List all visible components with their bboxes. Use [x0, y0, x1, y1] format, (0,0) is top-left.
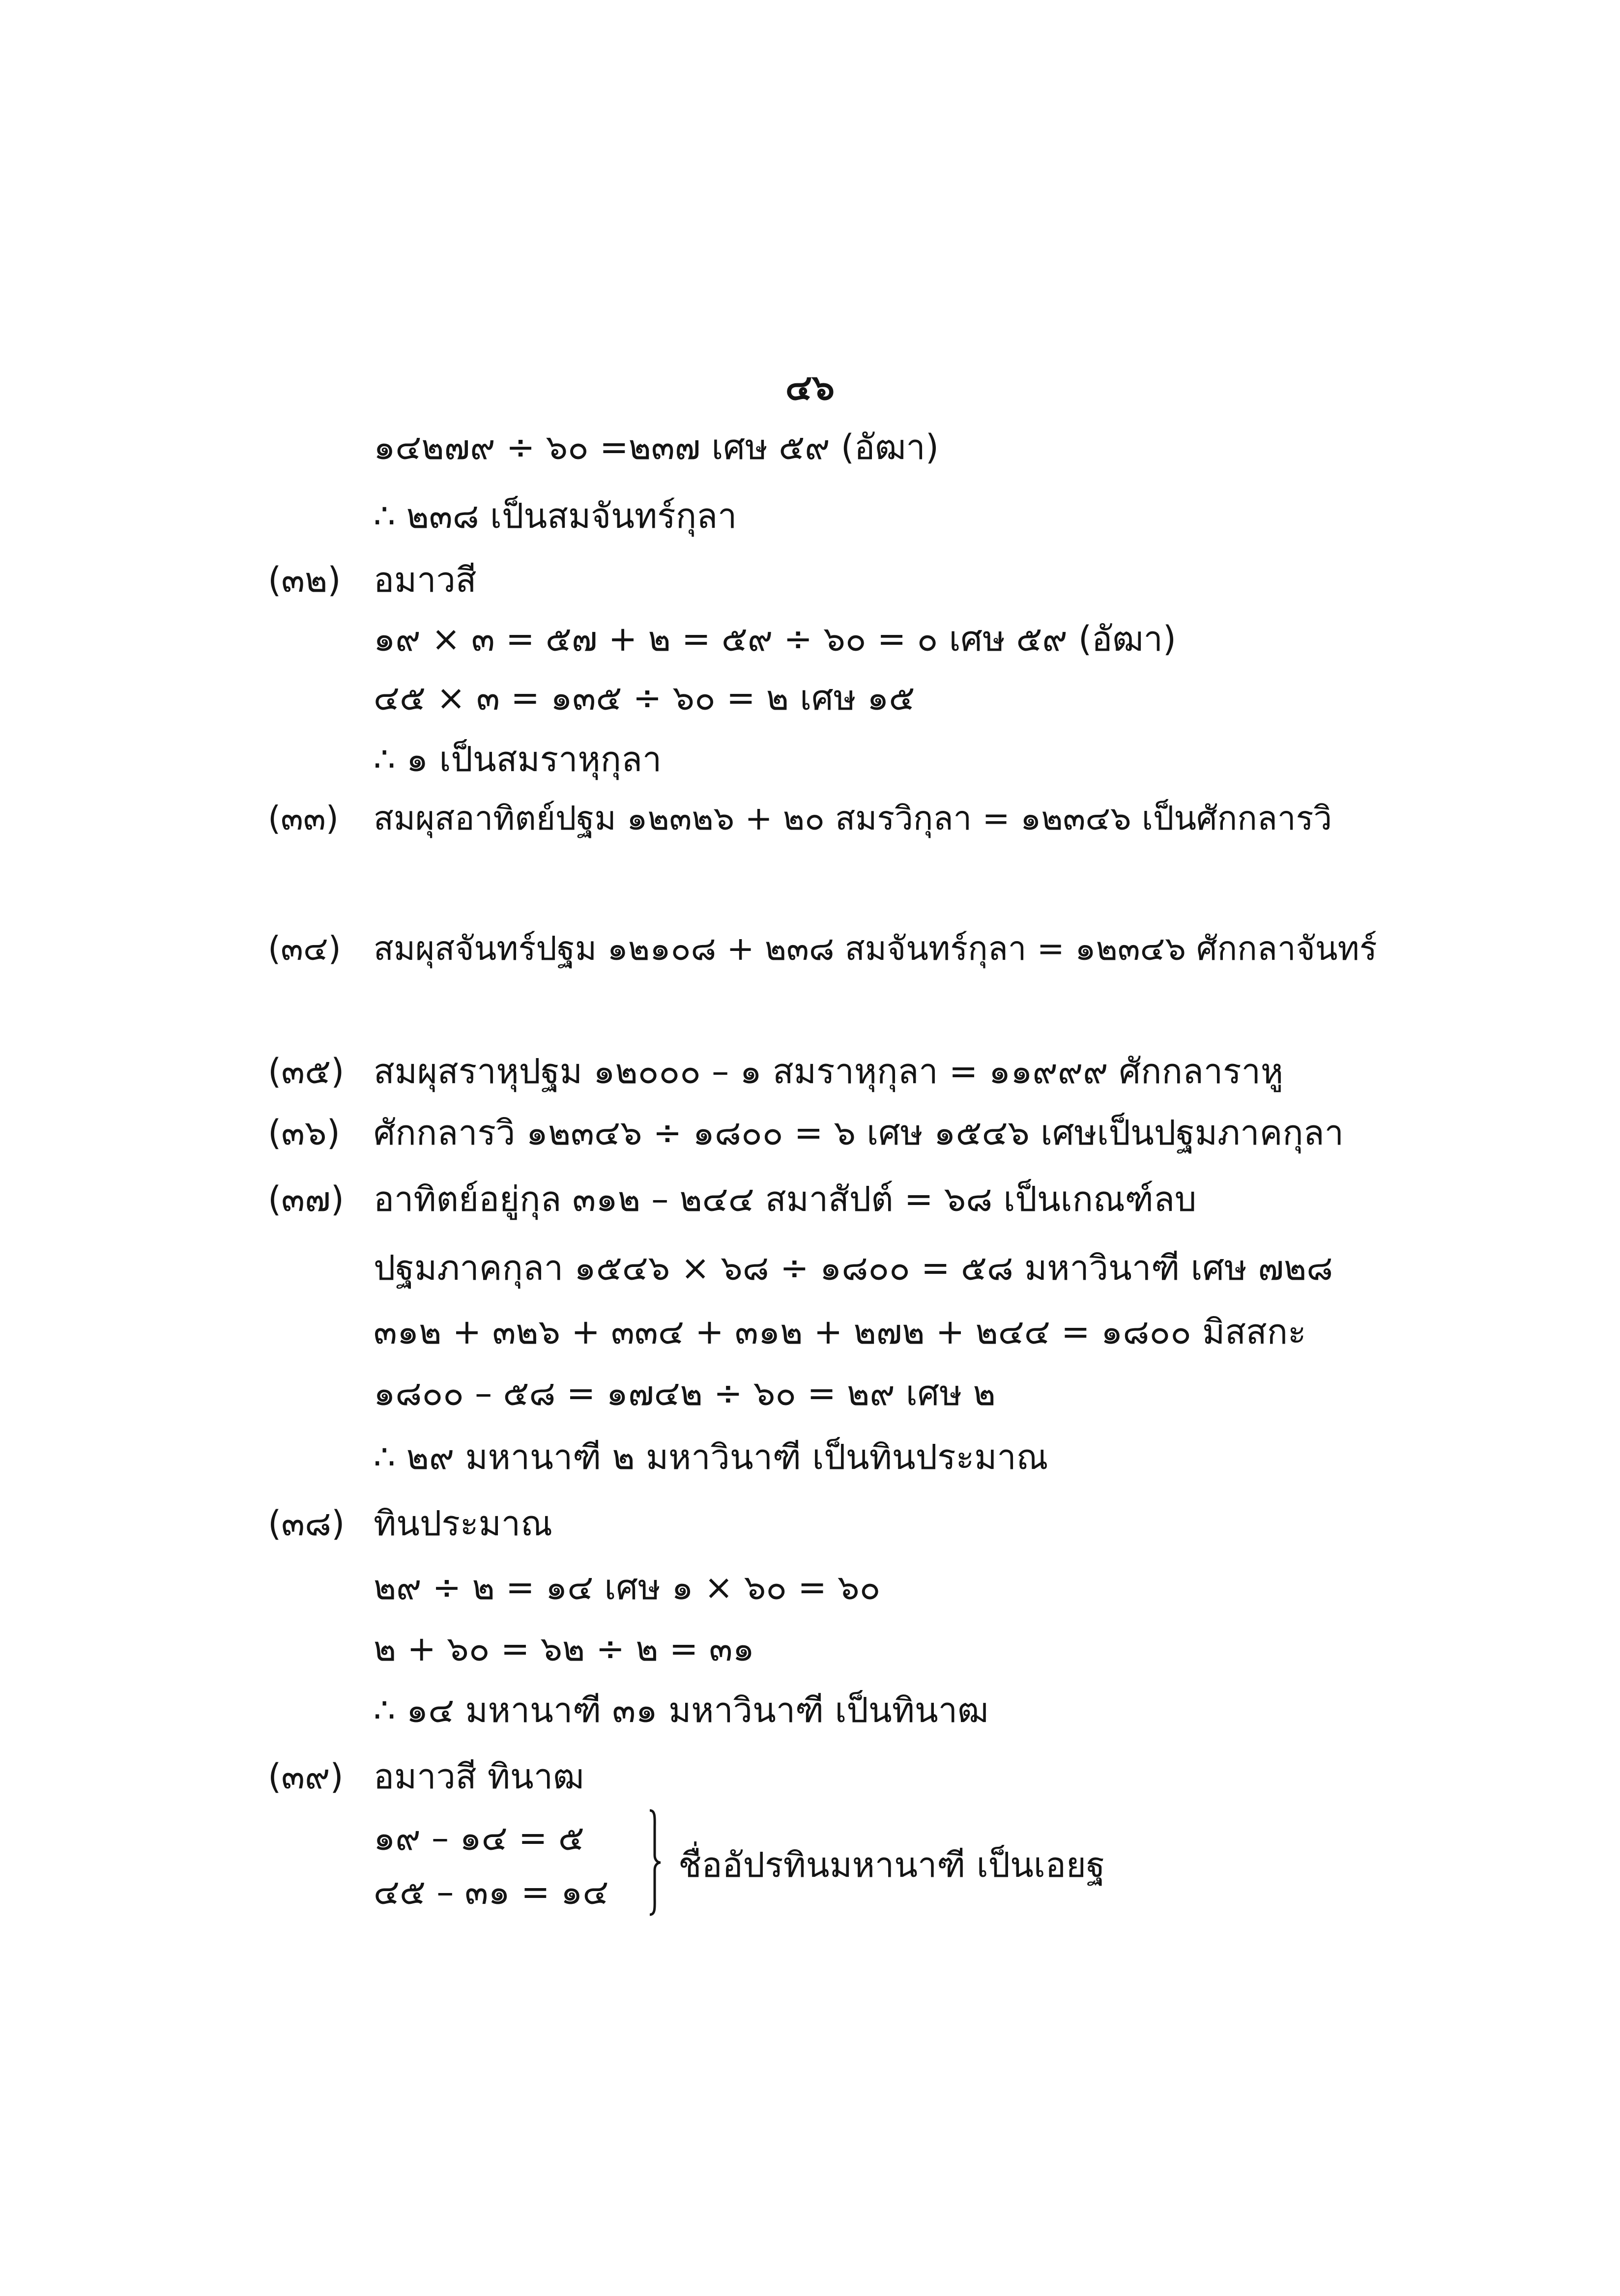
heading-text: อมาวสี ทินาฒ — [374, 1756, 584, 1797]
conclusion-text: ∴ ๑๔ มหานาฑี ๓๑ มหาวินาฑี เป็นทินาฒ — [374, 1690, 989, 1730]
item-number-label: (๓๗) — [268, 1179, 345, 1219]
paragraph-text: สมผุสอาทิตย์ปฐม ๑๒๓๒๖ + ๒๐ สมรวิกุลา = ๑๒๓๔๖ เป็นศักกลารวิ — [374, 799, 1332, 837]
item-number-label: (๓๖) — [268, 1113, 340, 1153]
equation-text: ๑๘๐๐ – ๕๘ = ๑๗๔๒ ÷ ๖๐ = ๒๙ เศษ ๒ — [374, 1373, 996, 1413]
item-number-label: (๓๓) — [268, 799, 339, 837]
equation-text: ๔๕ × ๓ = ๑๓๕ ÷ ๖๐ = ๒ เศษ ๑๕ — [374, 678, 915, 718]
equation-text: ปฐมภาคกุลา ๑๕๔๖ × ๖๘ ÷ ๑๘๐๐ = ๕๘ มหาวินาฑี เศษ ๗๒๘ — [374, 1248, 1333, 1288]
page-number: ๔๖ — [785, 367, 835, 408]
item-number-label: (๓๕) — [268, 1051, 345, 1091]
equation-text: ๓๑๒ + ๓๒๖ + ๓๓๔ + ๓๑๒ + ๒๗๒ + ๒๔๔ = ๑๘๐๐ มิสสกะ — [374, 1312, 1306, 1352]
curly-brace-icon — [648, 1808, 663, 1917]
item-number-label: (๓๙) — [268, 1756, 344, 1797]
paragraph-text: ศักกลารวิ ๑๒๓๔๖ ÷ ๑๘๐๐ = ๖ เศษ ๑๕๔๖ เศษเป็นปฐมภาคกุลา — [374, 1113, 1344, 1153]
conclusion-text: ∴ ๑ เป็นสมราหุกุลา — [374, 739, 662, 779]
paragraph-text: สมผุสจันทร์ปฐม ๑๒๑๐๘ + ๒๓๘ สมจันทร์กุลา = ๑๒๓๔๖ ศักกลาจันทร์ — [374, 929, 1377, 968]
conclusion-text: ∴ ๒๓๘ เป็นสมจันทร์กุลา — [374, 496, 737, 536]
equation-text: ๑๔๒๗๙ ÷ ๖๐ =๒๓๗ เศษ ๕๙ (อัฒา) — [374, 427, 939, 467]
equation-text: ๑๙ – ๑๔ = ๕ — [374, 1818, 584, 1858]
equation-text: ๒๙ ÷ ๒ = ๑๔ เศษ ๑ × ๖๐ = ๖๐ — [374, 1567, 881, 1607]
item-number-label: (๓๒) — [268, 560, 341, 600]
equation-text: ๑๙ × ๓ = ๕๗ + ๒ = ๕๙ ÷ ๖๐ = ๐ เศษ ๕๙ (อัฒา) — [374, 619, 1177, 659]
heading-text: อมาวสี — [374, 560, 477, 600]
paragraph-text: สมผุสราหุปฐม ๑๒๐๐๐ – ๑ สมราหุกุลา = ๑๑๙๙๙ ศักกลาราหู — [374, 1051, 1284, 1091]
brace-note-text: ชื่ออัปรทินมหานาฑี เป็นเอยฐ — [678, 1845, 1105, 1885]
paragraph-text: อาทิตย์อยู่กุล ๓๑๒ – ๒๔๔ สมาสัปต์ = ๖๘ เป็นเกณฑ์ลบ — [374, 1179, 1197, 1219]
item-number-label: (๓๔) — [268, 929, 341, 968]
equation-text: ๒ + ๖๐ = ๖๒ ÷ ๒ = ๓๑ — [374, 1629, 754, 1669]
equation-text: ๔๕ – ๓๑ = ๑๔ — [374, 1872, 609, 1912]
heading-text: ทินประมาณ — [374, 1503, 553, 1544]
conclusion-text: ∴ ๒๙ มหานาฑี ๒ มหาวินาฑี เป็นทินประมาณ — [374, 1437, 1048, 1477]
item-number-label: (๓๘) — [268, 1503, 345, 1544]
